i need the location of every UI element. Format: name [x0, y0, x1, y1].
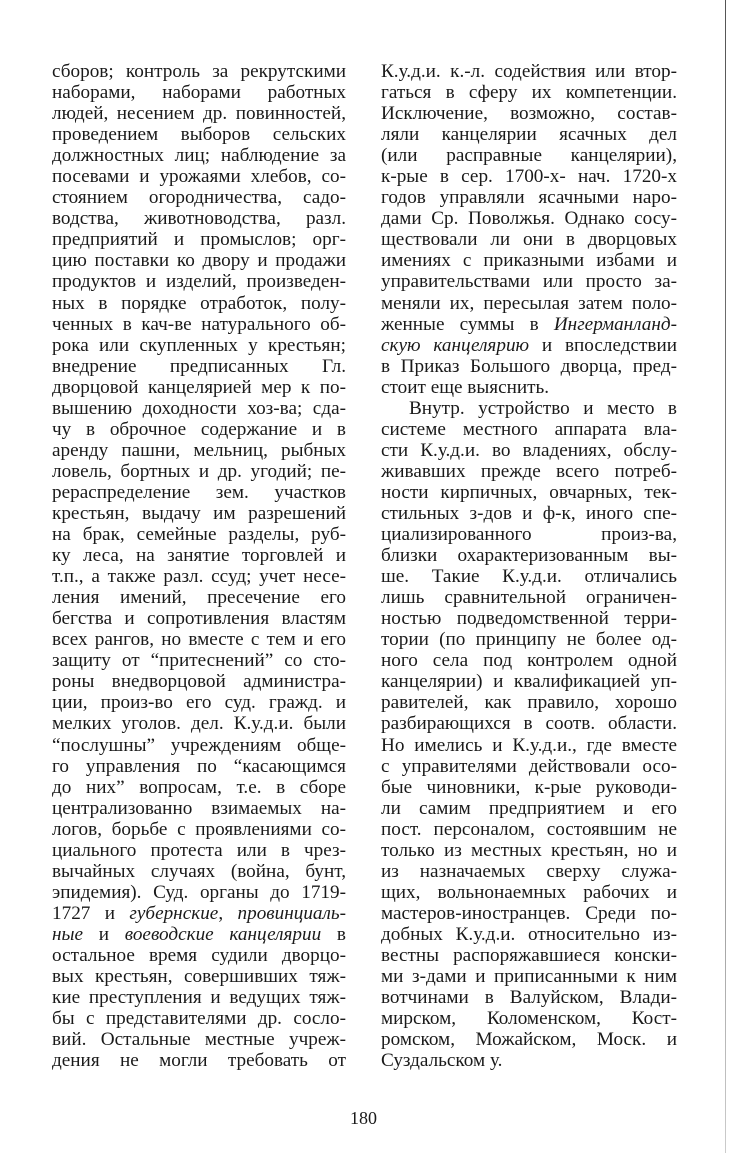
text-segment: женные суммы в [381, 313, 554, 335]
text-line [52, 735, 346, 756]
text-segment: , [218, 902, 238, 924]
text-line [381, 1029, 677, 1050]
text-line [381, 566, 677, 587]
text-segment: из назначаемых сверху служа- [381, 860, 677, 882]
text-line [381, 145, 677, 166]
text-segment: водства, животноводства, разл. [52, 208, 346, 230]
text-segment: вотчинами в Валуйском, Влади- [381, 987, 677, 1009]
text-line [52, 587, 346, 608]
text-line [381, 377, 677, 398]
text-segment: мелких уголов. дел. К.у.д.и. были [52, 713, 346, 735]
text-line [381, 524, 677, 545]
text-segment: должностных лиц; наблюдение за [52, 145, 346, 167]
text-line [381, 756, 677, 777]
text-line [52, 713, 346, 734]
text-line [52, 271, 346, 292]
text-line [52, 524, 346, 545]
text-segment: с управителями действовали осо- [381, 755, 677, 777]
text-segment: Внутр. устройство и место в [409, 397, 677, 419]
text-segment: стоит еще выяснить. [381, 376, 550, 398]
text-line [381, 924, 677, 945]
text-segment: 1727 и [52, 902, 130, 924]
text-line [381, 692, 677, 713]
text-segment: ше. Такие К.у.д.и. отличались [381, 566, 677, 588]
text-line [52, 145, 346, 166]
text-line [381, 587, 677, 608]
italic-term: воеводские канцелярии [124, 923, 322, 945]
text-line [52, 461, 346, 482]
text-line [52, 756, 346, 777]
text-line [381, 882, 677, 903]
text-line [381, 250, 677, 271]
text-line [52, 987, 346, 1008]
text-segment: крестьян, выдачу им разрешений [52, 502, 346, 524]
text-line [381, 440, 677, 461]
text-line [381, 629, 677, 650]
text-segment: К.у.д.и. к.-л. содействия или втор- [381, 61, 677, 82]
text-line [52, 924, 346, 945]
text-segment: стоянием огородничества, садо- [52, 187, 346, 209]
text-column-right [381, 61, 677, 1071]
text-line [52, 650, 346, 671]
text-line [381, 293, 677, 314]
text-line [52, 798, 346, 819]
text-line [381, 1008, 677, 1029]
text-line [52, 1008, 346, 1029]
text-segment: лишь сравнительной ограничен- [381, 587, 677, 609]
text-segment: аренду пашни, мельниц, рыбных [52, 439, 346, 461]
text-segment: Суздальском у. [381, 1050, 503, 1072]
text-line [381, 461, 677, 482]
text-line [381, 777, 677, 798]
italic-term: провинциаль- [237, 902, 346, 924]
italic-term: ные [52, 923, 84, 945]
text-segment: вестны распоряжавшиеся конски- [381, 944, 677, 966]
text-line [381, 103, 677, 124]
text-segment: го управления по “касающимся [52, 755, 346, 777]
text-line [52, 861, 346, 882]
text-segment: ного села под контролем одной [381, 650, 677, 672]
text-segment: бегства и сопротивления властям [52, 608, 346, 630]
text-segment: дворцовой канцелярией мер к по- [52, 376, 346, 398]
text-segment: ции, произ-во его суд. гражд. и [52, 692, 346, 714]
text-line [52, 545, 346, 566]
text-segment: остальное время судили дворцо- [52, 944, 346, 966]
text-segment: вышению доходности хоз-ва; сда- [52, 397, 346, 419]
text-line [52, 187, 346, 208]
text-line [52, 840, 346, 861]
text-line [52, 229, 346, 250]
text-line [52, 440, 346, 461]
text-segment: циализированного произ-ва, [381, 524, 677, 546]
text-line [381, 945, 677, 966]
text-segment: защиту от “притеснений” со сто- [52, 650, 346, 672]
text-line [381, 861, 677, 882]
text-segment: кие преступления и ведущих тяж- [52, 987, 346, 1009]
text-line [381, 1050, 677, 1071]
text-segment: равителей, как правило, хорошо [381, 692, 677, 714]
page-edge-line [725, 0, 726, 1153]
text-segment: бы с представителями др. сосло- [52, 1008, 346, 1030]
text-line [381, 82, 677, 103]
text-line [381, 356, 677, 377]
text-segment: близки охарактеризованным вы- [381, 545, 677, 567]
text-line [381, 314, 677, 335]
text-segment: ми з-дами и приписанными к ним [381, 966, 677, 988]
text-line [52, 314, 346, 335]
text-segment: ловель, бортных и др. угодий; пе- [52, 460, 346, 482]
text-segment: разбирающихся в соотв. области. [381, 713, 677, 735]
text-segment: только из местных крестьян, но и [381, 839, 677, 861]
text-line [381, 335, 677, 356]
text-segment: вычайных случаях (война, бунт, [52, 860, 346, 882]
text-segment: цию поставки ко двору и продажи [52, 250, 346, 272]
text-line [52, 777, 346, 798]
text-segment: Но имелись и К.у.д.и., где вместе [381, 734, 677, 756]
text-segment: и [83, 923, 125, 945]
text-line [52, 945, 346, 966]
text-segment: ченных в кач-ве натурального об- [52, 313, 346, 335]
text-segment: ществовали ли они в дворцовых [381, 229, 677, 251]
text-line [52, 966, 346, 987]
text-segment: канцелярии) и квалификацией уп- [381, 671, 677, 693]
text-segment: ку леса, на занятие торговлей и [52, 545, 346, 567]
text-line [381, 840, 677, 861]
text-segment: всех рангов, но вместе с тем и его [52, 629, 346, 651]
text-line [381, 187, 677, 208]
text-line [381, 482, 677, 503]
text-line [52, 882, 346, 903]
text-segment: сти К.у.д.и. во владениях, обслу- [381, 439, 677, 461]
text-line [381, 545, 677, 566]
text-line [381, 903, 677, 924]
text-line [381, 124, 677, 145]
text-line [52, 608, 346, 629]
text-segment: (или расправные канцелярии), [381, 145, 677, 167]
text-line [52, 903, 346, 924]
text-line [381, 503, 677, 524]
text-segment: имениях с приказными избами и [381, 250, 677, 272]
text-segment: вий. Остальные местные учреж- [52, 1029, 346, 1051]
text-line [52, 566, 346, 587]
text-line [381, 735, 677, 756]
text-segment: щих, вольнонаемных рабочих и [381, 881, 677, 903]
text-segment: пост. персоналом, состоявшим не [381, 818, 677, 840]
text-segment: “послушны” учреждениям обще- [52, 734, 346, 756]
italic-term: Ингерманланд- [553, 313, 677, 335]
text-segment: внедрение предписанных Гл. [52, 355, 346, 377]
text-segment: наборами, наборами работных [52, 82, 346, 104]
text-segment: ления имений, пресечение его [52, 587, 346, 609]
text-segment: мастеров-иностранцев. Среди по- [381, 902, 677, 924]
text-segment: ромском, Можайском, Моск. и [381, 1029, 677, 1051]
text-segment: стильных з-дов и ф-к, иного спе- [381, 502, 677, 524]
text-line [52, 503, 346, 524]
text-segment: мирском, Коломенском, Кост- [381, 1008, 677, 1030]
text-segment: циального протеста или в чрез- [52, 839, 346, 861]
text-segment: в [321, 923, 346, 945]
text-segment: продуктов и изделий, произведен- [52, 271, 346, 293]
text-line [52, 335, 346, 356]
text-line [381, 398, 677, 419]
text-line [381, 208, 677, 229]
text-line [52, 61, 346, 82]
text-segment: вых крестьян, совершивших тяж- [52, 966, 346, 988]
text-column-left [52, 61, 346, 1071]
text-segment: меняли их, пересылая затем поло- [381, 292, 677, 314]
text-line [52, 1050, 346, 1071]
text-segment: ности кирпичных, овчарных, тек- [381, 481, 677, 503]
text-segment: ных в порядке отработок, полу- [52, 292, 346, 314]
text-segment: и впоследствии [529, 334, 677, 356]
italic-term: скую канцелярию [381, 334, 530, 356]
text-line [52, 398, 346, 419]
text-line [52, 293, 346, 314]
text-segment: ностью подведомственной терри- [381, 608, 677, 630]
text-line [381, 819, 677, 840]
text-line [52, 82, 346, 103]
text-segment: системе местного аппарата вла- [381, 418, 677, 440]
text-line [381, 798, 677, 819]
text-segment: т.п., а также разл. ссуд; учет несе- [52, 566, 346, 588]
text-segment: рока или скупленных у крестьян; [52, 334, 346, 356]
text-line [381, 61, 677, 82]
text-segment: централизованно взимаемых на- [52, 797, 346, 819]
text-segment: предприятий и промыслов; орг- [52, 229, 346, 251]
text-segment: рераспределение зем. участков [52, 481, 346, 503]
page-number: 180 [350, 1108, 377, 1128]
text-segment: логов, борьбе с проявлениями со- [52, 818, 346, 840]
text-segment: до них” вопросам, т.е. в сборе [52, 776, 346, 798]
text-segment: сборов; контроль за рекрутскими [52, 61, 346, 82]
text-segment: годов управляли ясачными наро- [381, 187, 677, 209]
text-segment: бые чиновники, к-рые руководи- [381, 776, 677, 798]
text-segment: эпидемия). Суд. органы до 1719- [52, 881, 346, 903]
text-segment: гаться в сферу их компетенции. [381, 82, 677, 104]
text-segment: к-рые в сер. 1700-х- нач. 1720-х [381, 166, 677, 188]
text-line [52, 103, 346, 124]
italic-term: губернские [129, 902, 219, 924]
text-segment: на брак, семейные разделы, руб- [52, 524, 346, 546]
text-line [52, 692, 346, 713]
text-line [52, 419, 346, 440]
text-line [381, 713, 677, 734]
text-segment: чу в оброчное содержание и в [52, 418, 346, 440]
text-line [381, 229, 677, 250]
text-line [52, 166, 346, 187]
text-segment: посевами и урожаями хлебов, со- [52, 166, 346, 188]
text-line [381, 650, 677, 671]
text-line [52, 377, 346, 398]
text-line [52, 819, 346, 840]
text-line [52, 629, 346, 650]
text-line [381, 966, 677, 987]
text-line [52, 482, 346, 503]
text-line [381, 271, 677, 292]
text-line [52, 356, 346, 377]
text-segment: в Приказ Большого дворца, пред- [381, 355, 677, 377]
text-segment: роны внедворцовой администра- [52, 671, 346, 693]
text-segment: ляли канцелярии ясачных дел [381, 124, 677, 146]
text-segment: тории (по принципу не более од- [381, 629, 677, 651]
text-segment: управительствами или просто за- [381, 271, 677, 293]
text-line [52, 671, 346, 692]
text-line [381, 671, 677, 692]
text-line [381, 166, 677, 187]
text-line [52, 124, 346, 145]
text-line [381, 419, 677, 440]
text-line [381, 608, 677, 629]
text-line [52, 208, 346, 229]
text-line [381, 987, 677, 1008]
text-segment: людей, несением др. повинностей, [52, 103, 346, 125]
text-segment: дения не могли требовать от [52, 1050, 346, 1072]
text-line [52, 1029, 346, 1050]
text-segment: живавших прежде всего потреб- [381, 460, 677, 482]
text-segment: дами Ср. Поволжья. Однако сосу- [381, 208, 677, 230]
text-segment: проведением выборов сельских [52, 124, 346, 146]
text-line [52, 250, 346, 271]
text-segment: ли самим предприятием и его [381, 797, 677, 819]
text-segment: добных К.у.д.и. относительно из- [381, 923, 677, 945]
text-segment: Исключение, возможно, состав- [381, 103, 677, 125]
